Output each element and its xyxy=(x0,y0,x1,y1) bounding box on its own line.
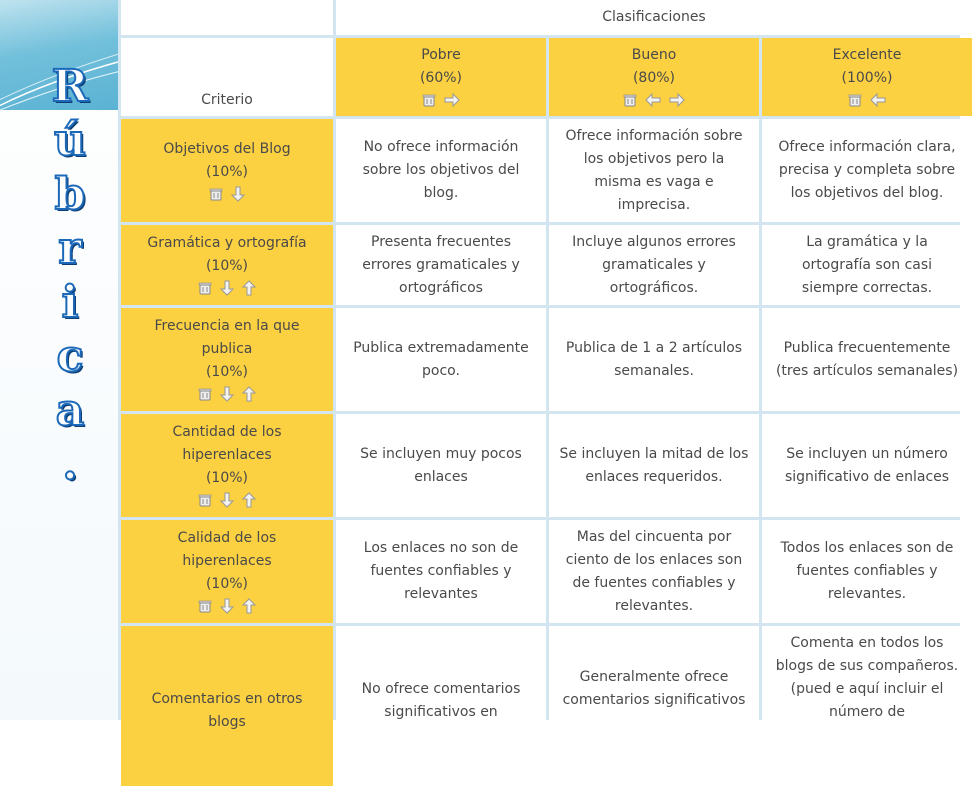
empty-corner-cell xyxy=(121,0,333,35)
table-row xyxy=(121,626,972,786)
table-row xyxy=(121,520,972,623)
slide-decoration xyxy=(0,0,120,720)
criterion-weight: (10%) xyxy=(205,576,249,592)
criterion-cell xyxy=(121,414,333,517)
arrow-down-icon[interactable] xyxy=(231,186,245,202)
arrow-down-icon[interactable] xyxy=(220,386,234,402)
level-percent: (100%) xyxy=(841,70,893,86)
trash-icon[interactable] xyxy=(422,93,436,107)
title-letter: i xyxy=(61,277,79,328)
table-row xyxy=(121,225,972,305)
criterion-weight: (10%) xyxy=(205,364,249,380)
criterion-name: Frecuencia en la que publica xyxy=(154,318,300,357)
trash-icon[interactable] xyxy=(848,93,862,107)
cell-excellent: Todos los enlaces son de fuentes confiables y relevantes. xyxy=(762,520,972,623)
trash-icon[interactable] xyxy=(623,93,637,107)
level-percent: (60%) xyxy=(419,70,463,86)
arrow-down-icon[interactable] xyxy=(220,598,234,614)
title-letter: a xyxy=(55,385,85,436)
level-header-good xyxy=(549,38,759,116)
levels-header-row xyxy=(121,38,972,116)
arrow-up-icon[interactable] xyxy=(242,386,256,402)
arrow-left-icon[interactable] xyxy=(645,93,661,107)
rubric-table xyxy=(118,0,975,789)
title-letter: r xyxy=(58,223,82,274)
arrow-down-icon[interactable] xyxy=(220,280,234,296)
cell-excellent: Se incluyen un número significativo de enlaces xyxy=(762,414,972,517)
level-name: Bueno xyxy=(631,47,677,63)
slide-title xyxy=(30,60,110,492)
criterion-name: Objetivos del Blog xyxy=(163,140,291,157)
title-letter: . xyxy=(62,439,78,490)
cell-excellent: Publica frecuentemente (tres artículos semanales) xyxy=(762,308,972,411)
criterion-name: Gramática y ortografía xyxy=(147,235,307,251)
trash-icon[interactable] xyxy=(198,387,212,401)
title-letter: c xyxy=(56,331,84,382)
criterion-name: Cantidad de los hiperenlaces xyxy=(172,424,282,463)
arrow-down-icon[interactable] xyxy=(220,492,234,508)
table-row xyxy=(121,308,972,411)
criterion-cell xyxy=(121,626,333,786)
title-letter: b xyxy=(54,169,86,220)
classifications-header: Clasificaciones xyxy=(336,0,972,35)
cell-excellent: Comenta en todos los blogs de sus compañeros.(pued e aquí incluir el número de xyxy=(762,626,972,786)
criterion-cell xyxy=(121,520,333,623)
criterion-name: Comentarios en otros blogs xyxy=(151,691,303,730)
cell-poor: Publica extremadamente poco. xyxy=(336,308,546,411)
title-letter: ú xyxy=(54,115,86,166)
criterion-weight: (10%) xyxy=(205,258,249,274)
criterion-weight: (10%) xyxy=(205,163,249,180)
arrow-right-icon[interactable] xyxy=(669,93,685,107)
trash-icon[interactable] xyxy=(198,599,212,613)
criterion-header: Criterio xyxy=(121,38,333,116)
criterion-weight: (10%) xyxy=(205,470,249,486)
trash-icon[interactable] xyxy=(209,187,223,201)
table-row xyxy=(121,414,972,517)
cell-poor: No ofrece información sobre los objetivos del blog. xyxy=(336,119,546,222)
level-name: Pobre xyxy=(421,47,461,63)
level-percent: (80%) xyxy=(632,70,676,86)
arrow-right-icon[interactable] xyxy=(444,93,460,107)
level-header-excellent xyxy=(762,38,972,116)
criterion-cell xyxy=(121,225,333,305)
title-letter: R xyxy=(51,61,89,112)
cell-excellent: Ofrece información clara, precisa y completa sobre los objetivos del blog. xyxy=(762,119,972,222)
cell-good: Ofrece información sobre los objetivos pero la misma es vaga e imprecisa. xyxy=(549,119,759,222)
trash-icon[interactable] xyxy=(198,281,212,295)
arrow-up-icon[interactable] xyxy=(242,492,256,508)
cell-poor: Se incluyen muy pocos enlaces xyxy=(336,414,546,517)
cell-poor: No ofrece comentarios significativos en xyxy=(336,626,546,786)
cell-good: Generalmente ofrece comentarios significativos xyxy=(549,626,759,786)
cell-excellent: La gramática y la ortografía son casi siempre correctas. xyxy=(762,225,972,305)
arrow-left-icon[interactable] xyxy=(870,93,886,107)
criterion-cell xyxy=(121,308,333,411)
rubric-table-container xyxy=(118,0,960,730)
criterion-name: Calidad de los hiperenlaces xyxy=(177,530,277,569)
arrow-up-icon[interactable] xyxy=(242,598,256,614)
arrow-up-icon[interactable] xyxy=(242,280,256,296)
cell-poor: Presenta frecuentes errores gramaticales y ortográficos xyxy=(336,225,546,305)
criterion-cell xyxy=(121,119,333,222)
cell-poor: Los enlaces no son de fuentes confiables y relevantes xyxy=(336,520,546,623)
cell-good: Publica de 1 a 2 artículos semanales. xyxy=(549,308,759,411)
level-name: Excelente xyxy=(832,47,902,63)
level-header-poor xyxy=(336,38,546,116)
table-header-row xyxy=(121,0,972,35)
table-row xyxy=(121,119,972,222)
cell-good: Mas del cincuenta por ciento de los enlaces son de fuentes confiables y relevantes. xyxy=(549,520,759,623)
cell-good: Se incluyen la mitad de los enlaces requeridos. xyxy=(549,414,759,517)
cell-good: Incluye algunos errores gramaticales y ortográficos. xyxy=(549,225,759,305)
trash-icon[interactable] xyxy=(198,493,212,507)
